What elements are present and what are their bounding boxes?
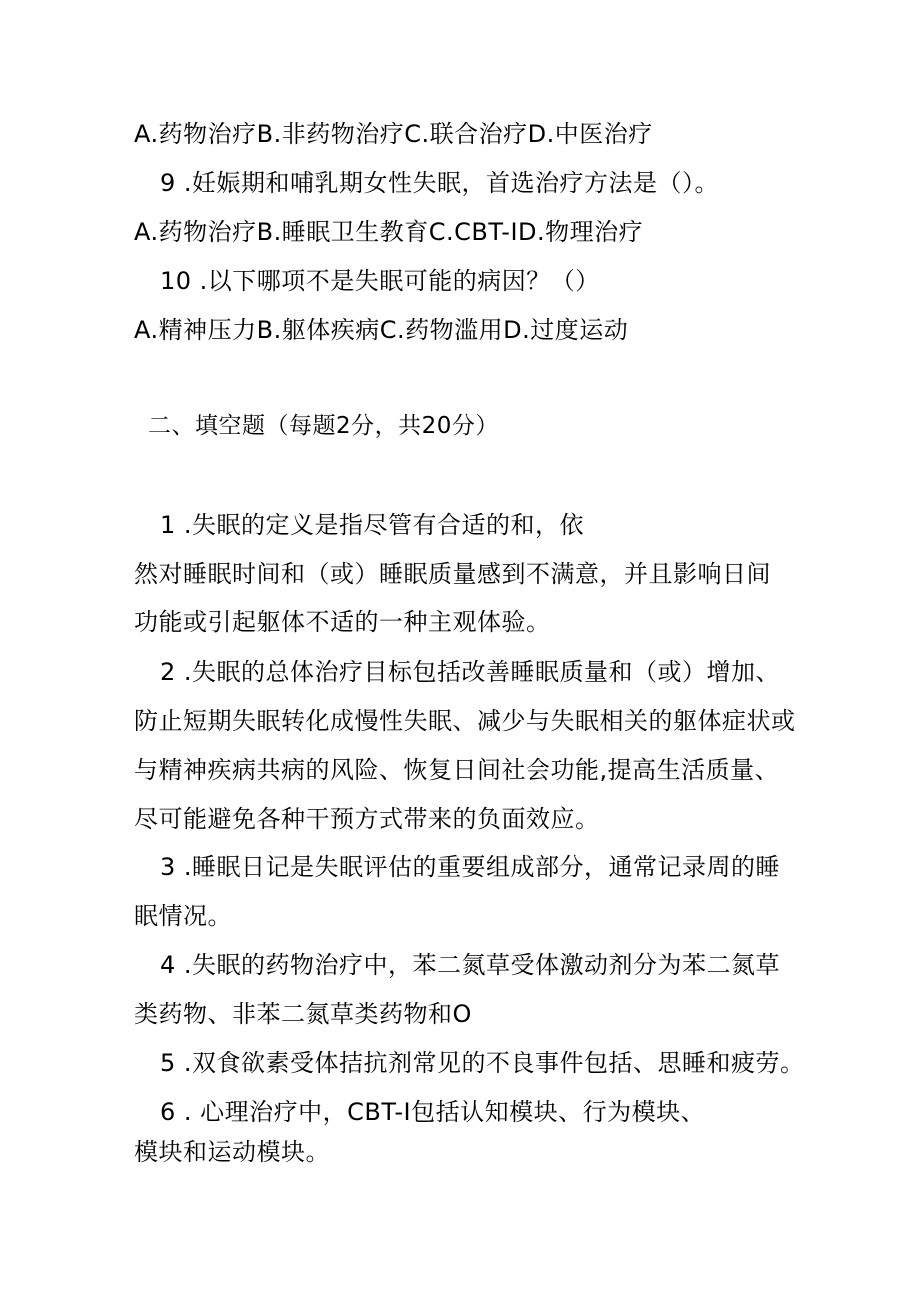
- fill-4-line-1: 4 .失眠的药物治疗中，苯二氮草受体激动剂分为苯二氮草: [160, 951, 781, 979]
- fill-2-line-3: 与精神疾病共病的风险、恢复日间社会功能,提高生活质量、: [134, 756, 780, 784]
- fill-6-line-1: 6 . 心理治疗中，CBT-I包括认知模块、行为模块、: [160, 1098, 706, 1126]
- fill-2-line-1: 2 .失眠的总体治疗目标包括改善睡眠质量和（或）增加、: [160, 658, 781, 686]
- question-8-options: A.药物治疗B.非药物治疗C.联合治疗D.中医治疗: [134, 120, 653, 148]
- fill-6-line-2: 模块和运动模块。: [134, 1138, 330, 1166]
- question-9-options: A.药物治疗B.睡眠卫生教育C.CBT-ID.物理治疗: [134, 218, 644, 246]
- fill-1-line-3: 功能或引起躯体不适的一种主观体验。: [134, 608, 551, 636]
- section-2-title: 二、填空题（每题2分，共20分）: [148, 413, 499, 439]
- question-10-options: A.精神压力B.躯体疾病C.药物滥用D.过度运动: [134, 316, 629, 344]
- fill-5-line-1: 5 .双食欲素受体拮抗剂常见的不良事件包括、思睡和疲劳。: [160, 1049, 805, 1077]
- fill-2-line-4: 尽可能避免各种干预方式带来的负面效应。: [134, 805, 600, 833]
- fill-3-line-2: 眠情况。: [134, 902, 232, 930]
- question-9-text: 9 .妊娠期和哺乳期女性失眠，首选治疗方法是（）。: [160, 169, 720, 197]
- fill-4-line-2: 类药物、非苯二氮草类药物和O: [134, 1000, 472, 1028]
- fill-1-line-1: 1 .失眠的定义是指尽管有合适的和，依: [160, 511, 585, 539]
- fill-2-line-2: 防止短期失眠转化成慢性失眠、减少与失眠相关的躯体症状或: [134, 707, 796, 735]
- fill-3-line-1: 3 .睡眠日记是失眠评估的重要组成部分，通常记录周的睡: [160, 853, 781, 881]
- fill-1-line-2: 然对睡眠时间和（或）睡眠质量感到不满意，并且影响日间: [134, 560, 771, 588]
- question-10-text: 10 .以下哪项不是失眠可能的病因？（）: [160, 267, 600, 295]
